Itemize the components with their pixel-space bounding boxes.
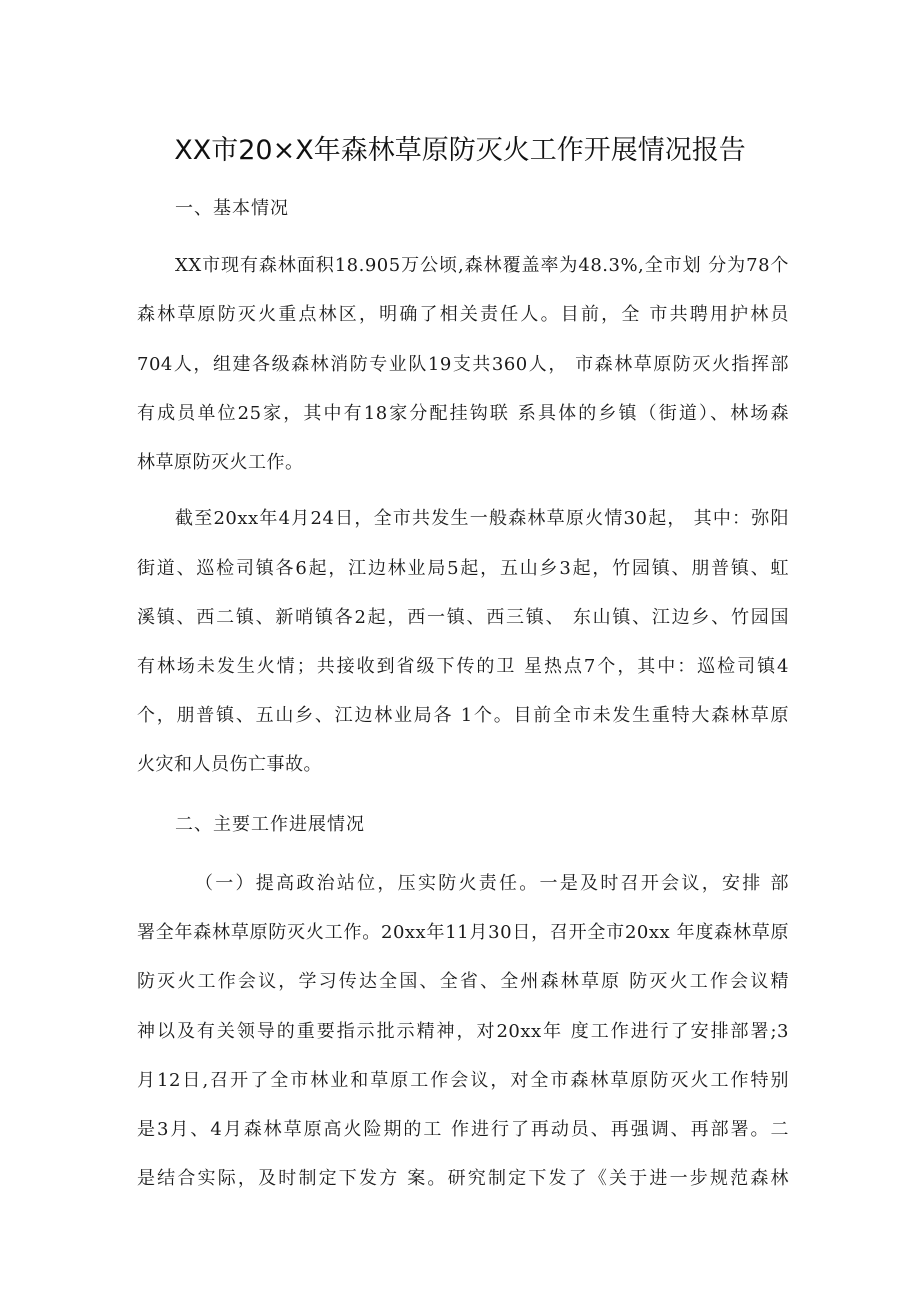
paragraph-line: 个，朋普镇、五山乡、江边林业局各 1个。目前全市未发生重特大森林草原 bbox=[137, 705, 789, 726]
document-title: XX市20×X年森林草原防灭火工作开展情况报告 bbox=[174, 135, 746, 166]
paragraph-line: 704人，组建各级森林消防专业队19支共360人， 市森林草原防灭火指挥部 bbox=[137, 354, 789, 375]
paragraph-line: 有成员单位25家，其中有18家分配挂钩联 系具体的乡镇（街道）、林场森 bbox=[137, 403, 789, 424]
section-heading-progress: 二、主要工作进展情况 bbox=[175, 814, 365, 835]
paragraph-line: 截至20xx年4月24日，全市共发生一般森林草原火情30起， 其中：弥阳 bbox=[175, 508, 789, 529]
paragraph-line: 火灾和人员伤亡事故。 bbox=[137, 754, 322, 775]
section-heading-basic: 一、基本情况 bbox=[175, 198, 289, 219]
paragraph-line: 森林草原防灭火重点林区，明确了相关责任人。目前，全 市共聘用护林员 bbox=[137, 304, 789, 325]
paragraph-line: 防灭火工作会议，学习传达全国、全省、全州森林草原 防灭火工作会议精 bbox=[137, 971, 789, 992]
paragraph-line: 神以及有关领导的重要指示批示精神，对20xx年 度工作进行了安排部署;3 bbox=[137, 1021, 789, 1042]
paragraph-line: 溪镇、西二镇、新哨镇各2起，西一镇、西三镇、 东山镇、江边乡、竹园国 bbox=[137, 607, 789, 628]
paragraph-line: XX市现有森林面积18.905万公顷,森林覆盖率为48.3%,全市划 分为78个 bbox=[175, 255, 789, 276]
paragraph-line: 是结合实际，及时制定下发方 案。研究制定下发了《关于进一步规范森林 bbox=[137, 1168, 789, 1189]
paragraph-line: 林草原防灭火工作。 bbox=[137, 452, 304, 473]
paragraph-line: 街道、巡检司镇各6起，江边林业局5起，五山乡3起，竹园镇、朋普镇、虹 bbox=[137, 558, 789, 579]
paragraph-line: （一）提高政治站位，压实防火责任。一是及时召开会议，安排 部 bbox=[195, 873, 789, 894]
paragraph-line: 署全年森林草原防灭火工作。20xx年11月30日，召开全市20xx 年度森林草原 bbox=[137, 922, 789, 943]
paragraph-line: 有林场未发生火情；共接收到省级下传的卫 星热点7个，其中：巡检司镇4 bbox=[137, 656, 789, 677]
paragraph-line: 月12日,召开了全市林业和草原工作会议，对全市森林草原防灭火工作特别 bbox=[137, 1070, 789, 1091]
paragraph-line: 是3月、4月森林草原高火险期的工 作进行了再动员、再强调、再部署。二 bbox=[137, 1119, 789, 1140]
